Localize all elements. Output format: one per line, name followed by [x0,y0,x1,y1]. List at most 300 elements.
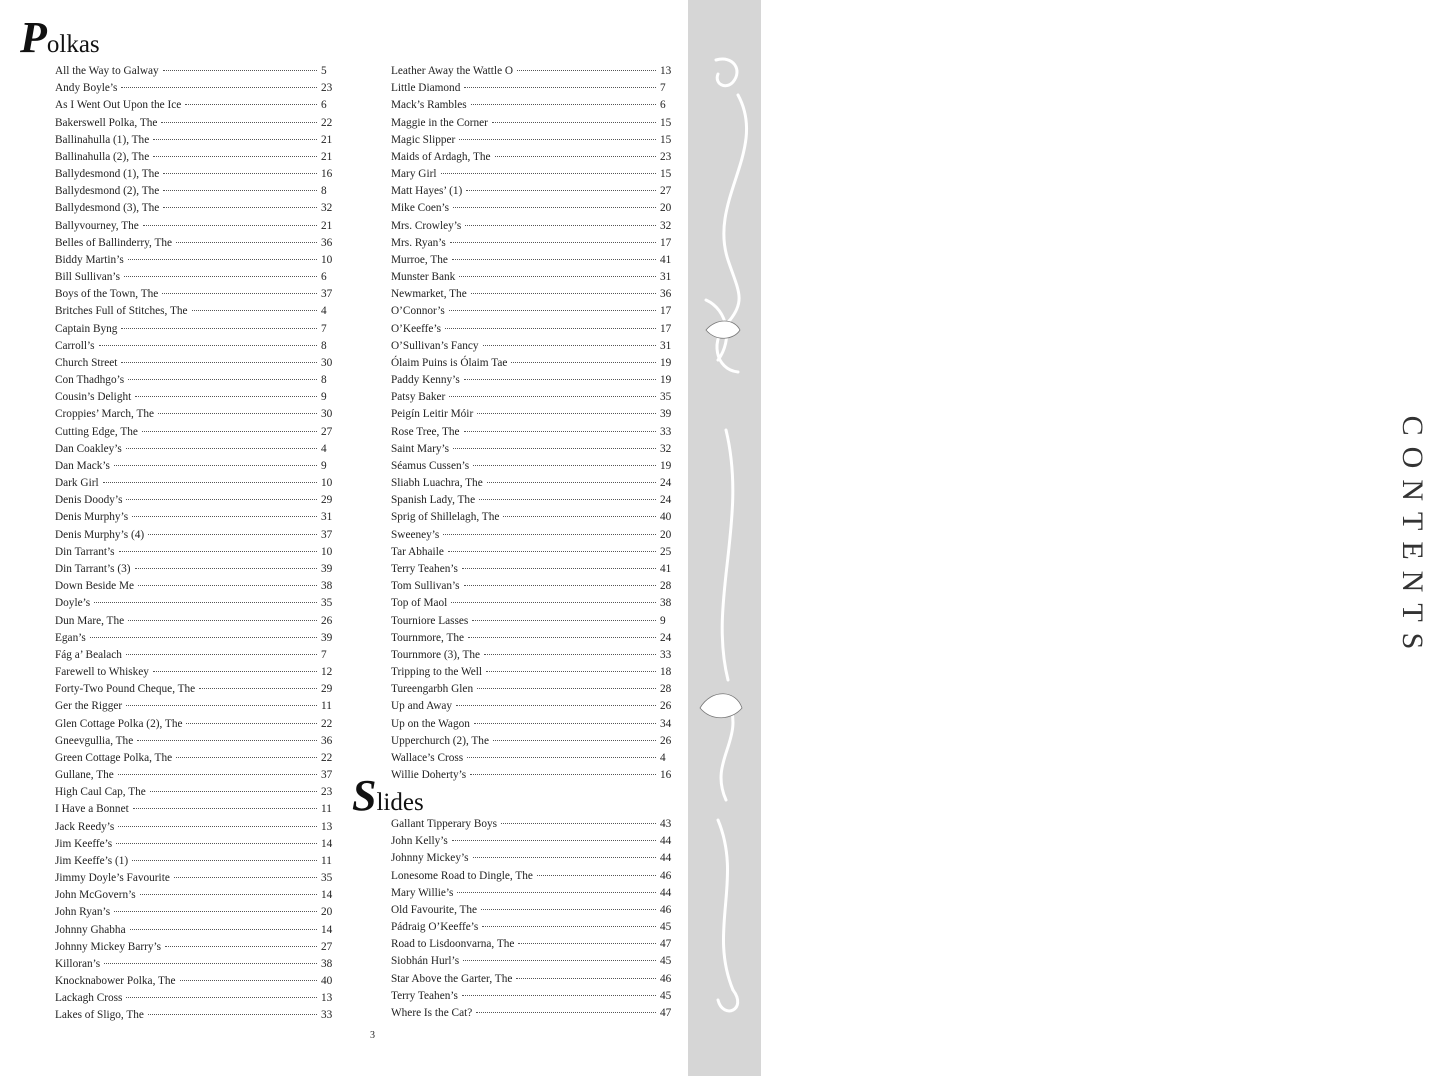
toc-entry[interactable] [55,836,339,853]
toc-entry[interactable] [391,303,678,320]
toc-entry-page: 17 [660,236,672,249]
dot-leader [126,997,317,998]
toc-entry[interactable] [391,389,678,406]
toc-entry[interactable] [391,235,678,252]
toc-entry-title: Jim Keeffe’s [55,837,113,850]
toc-entry-page: 6 [321,99,327,112]
toc-entry-page: 7 [660,82,666,95]
toc-entry-page: 29 [321,494,333,507]
toc-entry-page: 22 [321,116,333,129]
toc-entry-title: Mrs. Crowley’s [391,219,462,232]
dot-leader [138,585,317,586]
toc-entry-title: Tar Abhaile [391,545,444,558]
slides-initial-capital: S [352,771,377,820]
toc-entry[interactable] [55,613,339,630]
toc-entry-title: Ballyvourney, The [55,219,139,232]
dot-leader [158,413,317,414]
toc-entry-title: Johnny Mickey’s [391,852,469,865]
toc-entry-page: 45 [660,955,672,968]
toc-entry-title: Down Beside Me [55,580,135,593]
toc-entry-title: Tournmore, The [391,631,465,644]
toc-entry-title: Matt Hayes’ (1) [391,185,463,198]
toc-entry[interactable] [55,492,339,509]
toc-entry-title: Boys of the Town, The [55,288,159,301]
toc-entry-title: Ólaim Puins is Ólaim Tae [391,356,508,369]
toc-entry-page: 33 [321,1009,333,1022]
toc-entry-page: 11 [321,700,332,713]
toc-entry[interactable] [55,252,339,269]
toc-entry[interactable] [55,1007,339,1024]
toc-entry-title: As I Went Out Upon the Ice [55,99,182,112]
dot-leader [118,774,317,775]
toc-entry-title: Lackagh Cross [55,992,123,1005]
toc-entry-title: Séamus Cussen’s [391,459,470,472]
dot-leader [135,568,317,569]
dot-leader [459,139,656,140]
toc-entry-page: 31 [660,339,672,352]
toc-entry-title: Dark Girl [55,477,99,490]
toc-entry-page: 21 [321,219,333,232]
toc-entry-page: 29 [321,683,333,696]
toc-entry-page: 10 [321,477,333,490]
toc-entry-title: Magic Slipper [391,133,456,146]
dot-leader [465,225,656,226]
dot-leader [495,156,656,157]
toc-entry[interactable] [55,149,339,166]
toc-entry-title: Carroll’s [55,339,95,352]
toc-entry[interactable] [391,613,678,630]
toc-entry-title: Lakes of Sligo, The [55,1009,144,1022]
toc-entry-title: Sliabh Luachra, The [391,477,483,490]
toc-entry[interactable] [391,716,678,733]
toc-entry[interactable] [55,321,339,338]
dot-leader [457,892,656,893]
toc-entry-page: 44 [660,852,672,865]
toc-entry-page: 4 [321,442,327,455]
toc-entry-page: 26 [660,700,672,713]
toc-entry[interactable] [391,681,678,698]
toc-entry[interactable] [55,509,339,526]
toc-entry[interactable] [391,750,678,767]
toc-entry-page: 35 [321,872,333,885]
toc-entry[interactable] [55,784,339,801]
toc-entry[interactable] [55,681,339,698]
dot-leader [103,482,317,483]
toc-entry[interactable] [55,424,339,441]
dot-leader [476,1012,656,1013]
dot-leader [176,757,317,758]
toc-entry-page: 33 [660,648,672,661]
toc-entry-page: 14 [321,923,333,936]
toc-entry-title: Maggie in the Corner [391,116,488,129]
toc-entry-page: 24 [660,494,672,507]
toc-entry[interactable] [55,801,339,818]
toc-entry[interactable] [391,475,678,492]
toc-entry-page: 32 [660,442,672,455]
toc-entry-title: Upperchurch (2), The [391,734,489,747]
toc-entry-page: 4 [660,751,666,764]
toc-entry[interactable] [391,269,678,286]
toc-entry-title: Denis Doody’s [55,494,123,507]
toc-entry[interactable] [55,939,339,956]
toc-entry-title: Gallant Tipperary Boys [391,818,498,830]
toc-entry-page: 5 [321,65,327,77]
dot-leader [464,87,656,88]
dot-leader [473,857,656,858]
toc-entry[interactable] [391,115,678,132]
toc-entry-title: Road to Lisdoonvarna, The [391,938,515,951]
toc-entry[interactable] [391,767,678,784]
dot-leader [163,70,317,71]
toc-entry-title: Ballydesmond (3), The [55,202,160,215]
toc-entry[interactable] [55,870,339,887]
toc-entry-page: 21 [321,150,333,163]
dot-leader [464,379,656,380]
toc-entry-page: 46 [660,869,672,882]
toc-entry[interactable] [55,716,339,733]
toc-entry-title: Forty-Two Pound Cheque, The [55,683,196,696]
toc-entry[interactable] [55,475,339,492]
toc-entry-page: 7 [321,322,327,335]
toc-entry-title: Captain Byng [55,322,118,335]
toc-entry[interactable] [391,406,678,423]
dot-leader [104,963,317,964]
toc-entry-page: 40 [660,511,672,524]
toc-entry[interactable] [55,80,339,97]
toc-entry-title: Sweeney’s [391,528,440,541]
dot-leader [163,190,317,191]
toc-entry[interactable] [391,509,678,526]
toc-entry[interactable] [391,647,678,664]
toc-entry-title: I Have a Bonnet [55,803,129,816]
dot-leader [148,534,317,535]
toc-entry[interactable] [55,527,339,544]
toc-entry-page: 15 [660,116,672,129]
toc-entry-title: Ballinahulla (2), The [55,150,150,163]
toc-entry-title: Bakerswell Polka, The [55,116,158,129]
toc-entry[interactable] [55,218,339,235]
dot-leader [126,705,317,706]
toc-entry[interactable] [55,630,339,647]
toc-entry[interactable] [391,868,678,885]
toc-entry[interactable] [391,200,678,217]
toc-entry[interactable] [55,698,339,715]
toc-entry[interactable] [55,990,339,1007]
toc-entry[interactable] [55,733,339,750]
toc-entry[interactable] [391,338,678,355]
toc-entry-title: Tureengarbh Glen [391,683,474,696]
toc-entry[interactable] [391,458,678,475]
toc-entry-title: Egan’s [55,631,86,644]
dot-leader [114,911,317,912]
dot-leader [94,602,317,603]
toc-entry-title: Britches Full of Stitches, The [55,305,188,318]
dot-leader [468,637,656,638]
toc-entry-title: O’Keeffe’s [391,322,441,335]
dot-leader [121,328,317,329]
toc-entry-title: Din Tarrant’s (3) [55,562,131,575]
toc-entry[interactable] [391,544,678,561]
toc-entry-page: 21 [321,133,333,146]
toc-entry[interactable] [391,1005,678,1022]
toc-entry[interactable] [55,286,339,303]
toc-entry[interactable] [55,595,339,612]
toc-entry-title: Tom Sullivan’s [391,580,460,593]
toc-entry-page: 15 [660,133,672,146]
dot-leader [99,345,317,346]
toc-entry-title: Tourniore Lasses [391,614,469,627]
dot-leader [441,173,657,174]
toc-entry[interactable] [391,80,678,97]
dot-leader [116,843,317,844]
toc-entry[interactable] [55,183,339,200]
toc-entry-page: 24 [660,631,672,644]
toc-entry[interactable] [55,544,339,561]
dot-leader [471,293,656,294]
dot-leader [165,946,317,947]
dot-leader [192,310,317,311]
toc-entry[interactable] [391,850,678,867]
toc-entry-page: 28 [660,683,672,696]
toc-entry-title: Con Thadhgo’s [55,374,125,387]
toc-entry-page: 41 [660,253,672,266]
toc-entry-page: 32 [660,219,672,232]
toc-entry-title: Jimmy Doyle’s Favourite [55,872,170,885]
toc-entry[interactable] [391,578,678,595]
toc-entry-page: 37 [321,528,333,541]
toc-entry[interactable] [55,647,339,664]
toc-entry[interactable] [391,166,678,183]
toc-entry-title: Where Is the Cat? [391,1006,473,1019]
toc-entry[interactable] [55,578,339,595]
toc-entry[interactable] [55,115,339,132]
toc-entry-page: 39 [321,631,333,644]
toc-entry-title: Tripping to the Well [391,666,483,679]
toc-entry[interactable] [55,664,339,681]
toc-entry[interactable] [55,338,339,355]
toc-entry-page: 18 [660,666,672,679]
dot-leader [501,823,656,824]
toc-entry[interactable] [55,458,339,475]
dot-leader [449,396,656,397]
toc-entry[interactable] [391,183,678,200]
toc-entry[interactable] [391,286,678,303]
toc-entry[interactable] [55,887,339,904]
toc-entry[interactable] [55,63,339,80]
toc-entry[interactable] [391,885,678,902]
toc-entry-title: Jim Keeffe’s (1) [55,854,129,867]
toc-entry-page: 36 [660,288,672,301]
toc-entry-page: 9 [321,391,327,404]
toc-entry[interactable] [391,321,678,338]
toc-entry-title: Little Diamond [391,82,461,95]
toc-entry-page: 17 [660,322,672,335]
toc-entry[interactable] [391,132,678,149]
toc-entry[interactable] [55,561,339,578]
toc-entry[interactable] [55,303,339,320]
toc-entry[interactable] [391,953,678,970]
toc-entry-title: Patsy Baker [391,391,446,404]
toc-entry[interactable] [391,988,678,1005]
toc-entry-title: Biddy Martin’s [55,253,124,266]
toc-entry-title: Knocknabower Polka, The [55,975,176,988]
toc-entry[interactable] [391,833,678,850]
toc-entry[interactable] [391,63,678,80]
toc-entry-page: 22 [321,751,333,764]
toc-entry-page: 23 [321,82,333,95]
dot-leader [493,740,656,741]
toc-entry-page: 37 [321,288,333,301]
dot-leader [153,139,317,140]
dot-leader [161,122,317,123]
dot-leader [121,362,317,363]
toc-entry[interactable] [391,971,678,988]
toc-entry[interactable] [55,355,339,372]
toc-entry[interactable] [391,816,678,833]
toc-entry-page: 44 [660,835,672,848]
dot-leader [477,413,656,414]
dot-leader [453,207,656,208]
dot-leader [174,877,317,878]
toc-entry-page: 10 [321,545,333,558]
toc-entry[interactable] [391,561,678,578]
toc-entry[interactable] [391,527,678,544]
toc-entry-title: Munster Bank [391,271,456,284]
dot-leader [456,705,656,706]
toc-entry-title: Up on the Wagon [391,717,470,730]
toc-entry-title: Dan Mack’s [55,459,110,472]
toc-entry[interactable] [55,389,339,406]
toc-entry-title: Farewell to Whiskey [55,666,149,679]
toc-entry[interactable] [391,919,678,936]
toc-entry-page: 34 [660,717,672,730]
toc-entry-title: Croppies’ March, The [55,408,155,421]
toc-entry-page: 13 [321,820,333,833]
toc-entry[interactable] [55,853,339,870]
toc-entry-title: Peigín Leitir Móir [391,408,474,421]
toc-entry[interactable] [55,441,339,458]
toc-entry[interactable] [55,406,339,423]
toc-entry[interactable] [391,372,678,389]
toc-entry-title: Doyle’s [55,597,91,610]
toc-entry[interactable] [55,372,339,389]
toc-entry-page: 10 [321,253,333,266]
toc-entry[interactable] [55,956,339,973]
dot-leader [90,637,317,638]
toc-entry[interactable] [55,922,339,939]
toc-entry-page: 15 [660,168,672,181]
toc-entry-title: Rose Tree, The [391,425,460,438]
toc-entry[interactable] [55,97,339,114]
toc-entry[interactable] [391,424,678,441]
toc-entry[interactable] [55,750,339,767]
dot-leader [511,362,656,363]
toc-entry-page: 31 [321,511,333,524]
toc-entry-page: 30 [321,356,333,369]
toc-entry[interactable] [391,733,678,750]
toc-entry-page: 14 [321,889,333,902]
dot-leader [142,431,317,432]
toc-entry[interactable] [391,355,678,372]
toc-entry-title: Paddy Kenny’s [391,374,460,387]
toc-entry[interactable] [391,492,678,509]
toc-entry-title: Gneevgullia, The [55,734,134,747]
toc-entry-page: 44 [660,886,672,899]
toc-entry[interactable] [55,767,339,784]
toc-entry[interactable] [391,441,678,458]
toc-entry[interactable] [391,252,678,269]
toc-entry[interactable] [391,595,678,612]
toc-entry-title: Dan Coakley’s [55,442,122,455]
toc-entry-title: Star Above the Garter, The [391,972,513,985]
dot-leader [466,190,656,191]
toc-entry[interactable] [55,819,339,836]
slides-heading [352,771,424,820]
dot-leader [126,654,317,655]
toc-entry[interactable] [55,904,339,921]
dot-leader [135,396,317,397]
dot-leader [516,978,656,979]
toc-entry-title: Cutting Edge, The [55,425,138,438]
dot-leader [464,431,656,432]
contents-vertical-title: CONTENTS [1396,415,1429,661]
toc-entry[interactable] [391,630,678,647]
sidebar [688,0,1429,1076]
toc-entry-title: John McGovern’s [55,889,136,902]
dot-leader [487,482,656,483]
dot-leader [459,276,656,277]
toc-entry[interactable] [55,166,339,183]
toc-entry-page: 31 [660,271,672,284]
toc-entry-page: 38 [321,580,333,593]
toc-entry[interactable] [55,200,339,217]
toc-entry[interactable] [391,218,678,235]
dot-leader [132,860,317,861]
toc-entry-page: 39 [321,562,333,575]
dot-leader [162,293,317,294]
toc-entry-page: 32 [321,202,333,215]
dot-leader [462,568,656,569]
toc-entry[interactable] [55,973,339,990]
polkas-list-right [391,63,678,784]
toc-entry-page: 47 [660,1006,672,1019]
dot-leader [486,671,656,672]
dot-leader [153,156,317,157]
toc-entry[interactable] [391,149,678,166]
dot-leader [477,688,656,689]
toc-entry-page: 22 [321,717,333,730]
toc-entry-page: 27 [321,940,333,953]
toc-entry[interactable] [55,269,339,286]
dot-leader [133,808,317,809]
toc-entry-page: 45 [660,921,672,934]
toc-entry-title: John Ryan’s [55,906,111,919]
toc-entry-page: 27 [660,185,672,198]
toc-entry[interactable] [391,698,678,715]
toc-entry-title: Mrs. Ryan’s [391,236,446,249]
dot-leader [124,276,317,277]
toc-entry[interactable] [391,97,678,114]
dot-leader [445,328,656,329]
toc-entry-page: 13 [660,65,672,77]
toc-entry-page: 13 [321,992,333,1005]
toc-entry[interactable] [55,132,339,149]
toc-entry-title: Ballydesmond (2), The [55,185,160,198]
toc-entry[interactable] [391,936,678,953]
toc-entry[interactable] [55,235,339,252]
toc-entry[interactable] [391,902,678,919]
toc-entry[interactable] [391,664,678,681]
